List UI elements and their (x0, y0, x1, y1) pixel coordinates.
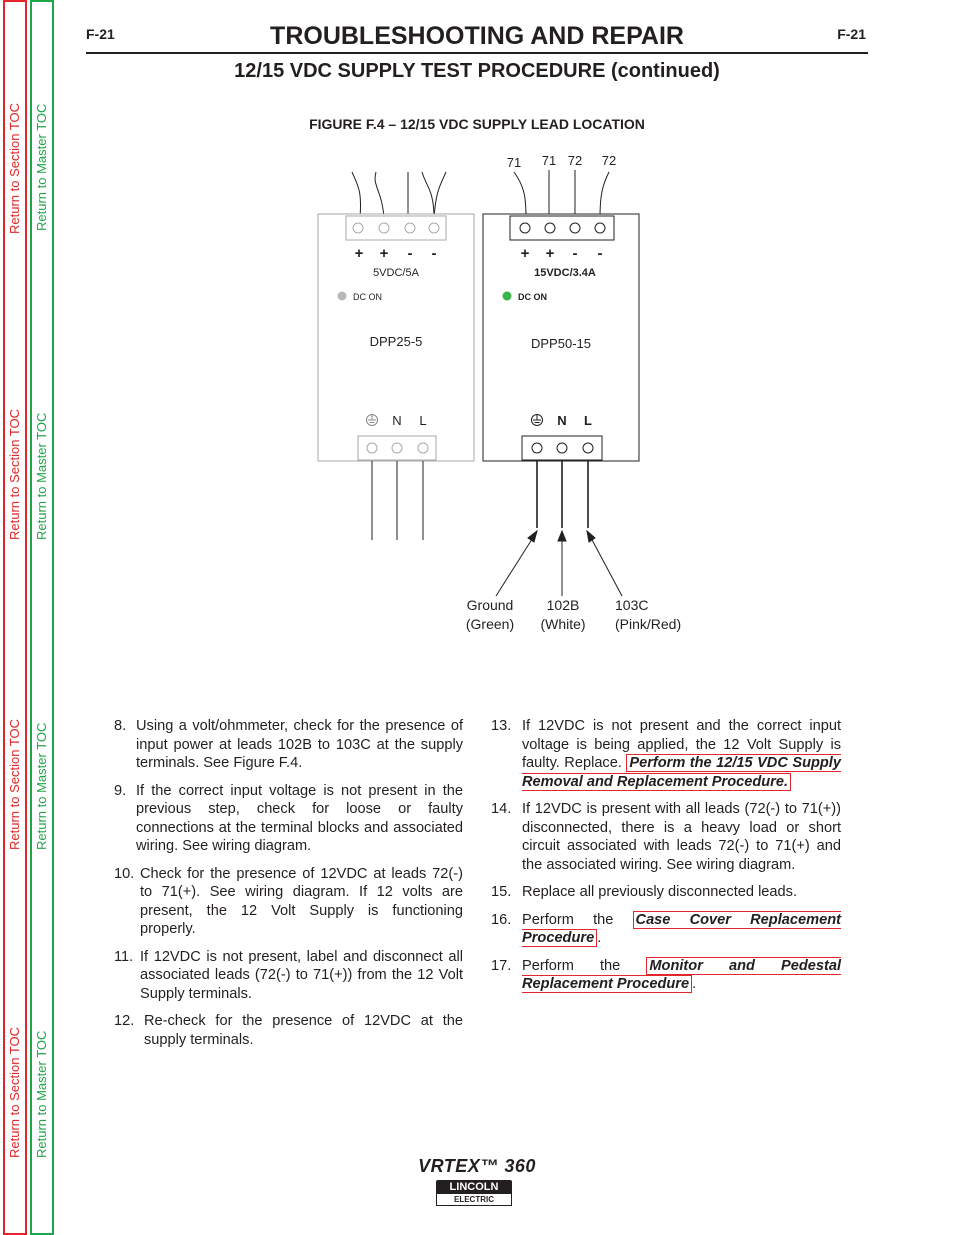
step-text: Check for the presence of 12VDC at leads 72(-) to 71(+). See wiring diagram. If 12 volts are present, the 12 Volt Supply is functioning properly. (140, 865, 463, 937)
step-text: Perform the (522, 957, 621, 974)
step-text: Using a volt/ohmmeter, check for the presence of input power at leads 102B to 103C at the supply terminals. See Figure F.4. (136, 718, 463, 771)
step-number: 14. (491, 801, 512, 817)
step-number: 10. (114, 865, 135, 882)
terminal-n: N (392, 413, 402, 428)
polarity-plus: + (354, 245, 364, 262)
step-13 (491, 717, 841, 791)
monitor-pedestal-replacement-link[interactable]: Monitor and Pedestal Replacement Procedure (522, 957, 842, 992)
polarity-minus: - (407, 245, 413, 262)
step-15 (491, 883, 841, 902)
psu-dpp25-5 (318, 214, 474, 461)
right-input-wires (537, 461, 588, 528)
psu-model: DPP50-15 (531, 336, 591, 351)
steps-left-column (114, 717, 463, 1058)
step-text: If 12VDC is present with all leads (72(-) to 71(+)) disconnected, there is a heavy load or short circuit associated with leads 72(-) to 71(+) and the associated wiring. See wiring diagram. (522, 801, 841, 873)
return-to-section-toc-link[interactable]: Return to Section TOC (7, 408, 22, 540)
polarity-minus: - (597, 245, 603, 262)
lead-label-71: 71 (541, 153, 557, 168)
step-number: 9. (114, 782, 127, 799)
product-name: VRTEX™ 360 (418, 1156, 536, 1176)
case-cover-replacement-link[interactable]: Case Cover Replacement Procedure (522, 911, 841, 946)
step-text: If the correct input voltage is not present in the previous step, check for loose or faulty connections at the terminal blocks and associated wiring. See wiring diagram. (136, 782, 463, 854)
callout-102b-color: (White) (540, 616, 586, 632)
dc-on-led (338, 292, 347, 301)
step-text: Re-check for the presence of 12VDC at the supply terminals. (144, 1013, 463, 1048)
step-text: . (597, 930, 602, 946)
step-number: 13. (491, 718, 512, 734)
step-text: Perform the (522, 911, 614, 928)
return-to-master-toc-link[interactable]: Return to Master TOC (34, 722, 49, 850)
step-text: If 12VDC is not present, label and disconnect all associated leads (72(-) to 71(+)) from the 12 Volt Supply terminals. (140, 948, 463, 1002)
polarity-plus: + (545, 245, 555, 262)
left-output-wires (352, 172, 446, 218)
logo-top-text: LINCOLN (436, 1180, 512, 1194)
page-number-right: F-21 (837, 26, 866, 42)
figure-caption: FIGURE F.4 – 12/15 VDC SUPPLY LEAD LOCATION (309, 116, 645, 132)
callout-102b: 102B (546, 597, 580, 613)
lead-label-72: 72 (567, 153, 583, 168)
polarity-plus: + (520, 245, 530, 262)
step-11 (114, 948, 463, 1004)
logo-bottom-text: ELECTRIC (436, 1194, 512, 1206)
step-number: 12. (114, 1013, 135, 1029)
step-number: 16. (491, 911, 512, 928)
step-14 (491, 800, 841, 874)
left-input-wires (372, 461, 423, 540)
step-17 (491, 957, 841, 994)
callout-ground: Ground (466, 597, 514, 613)
steps-right-column (491, 717, 841, 1003)
terminal-l: L (584, 413, 592, 428)
return-to-master-toc-link[interactable]: Return to Master TOC (34, 1030, 49, 1158)
page-subtitle: 12/15 VDC SUPPLY TEST PROCEDURE (continued) (234, 60, 720, 82)
step-16 (491, 911, 841, 948)
return-to-section-toc-link[interactable]: Return to Section TOC (7, 718, 22, 850)
dc-on-led (503, 292, 512, 301)
page-number-left: F-21 (86, 26, 115, 42)
step-number: 15. (491, 884, 512, 900)
psu-model: DPP25-5 (369, 334, 423, 349)
step-text: If 12VDC is not present and the correct input voltage is being applied, the 12 Volt Supply is faulty. Replace. (522, 718, 841, 771)
lead-label-71: 71 (506, 155, 522, 170)
dc-on-label: DC ON (518, 292, 547, 302)
dc-on-label: DC ON (353, 292, 382, 302)
step-10 (114, 865, 463, 939)
step-12 (114, 1012, 463, 1049)
page-title: TROUBLESHOOTING AND REPAIR (270, 22, 684, 50)
return-to-master-toc-link[interactable]: Return to Master TOC (34, 103, 49, 231)
lincoln-electric-logo (436, 1180, 512, 1208)
polarity-minus: - (431, 245, 437, 262)
step-number: 8. (114, 718, 127, 734)
step-8 (114, 717, 463, 773)
callout-103c-color: (Pink/Red) (615, 616, 682, 632)
step-number: 11. (114, 948, 134, 965)
polarity-minus: - (572, 245, 578, 262)
terminal-n: N (557, 413, 567, 428)
callout-arrows (496, 531, 622, 596)
step-number: 17. (491, 957, 512, 974)
lead-label-72: 72 (601, 153, 617, 168)
step-text: Replace all previously disconnected leads. (522, 884, 798, 900)
supply-removal-replacement-link[interactable]: Perform the 12/15 VDC Supply Removal and Replacement Procedure. (522, 755, 841, 790)
callout-103c: 103C (615, 597, 649, 613)
psu-rating: 15VDC/3.4A (534, 267, 596, 279)
right-output-wires (514, 170, 609, 218)
return-to-master-toc-link[interactable]: Return to Master TOC (34, 412, 49, 540)
polarity-plus: + (379, 245, 389, 262)
psu-rating: 5VDC/5A (373, 267, 419, 279)
psu-dpp50-15 (483, 214, 639, 461)
step-text: . (692, 976, 697, 992)
return-to-section-toc-link[interactable]: Return to Section TOC (7, 102, 22, 234)
step-9 (114, 782, 463, 856)
return-to-section-toc-link[interactable]: Return to Section TOC (7, 1026, 22, 1158)
callout-ground-color: (Green) (465, 616, 515, 632)
terminal-l: L (419, 413, 427, 428)
